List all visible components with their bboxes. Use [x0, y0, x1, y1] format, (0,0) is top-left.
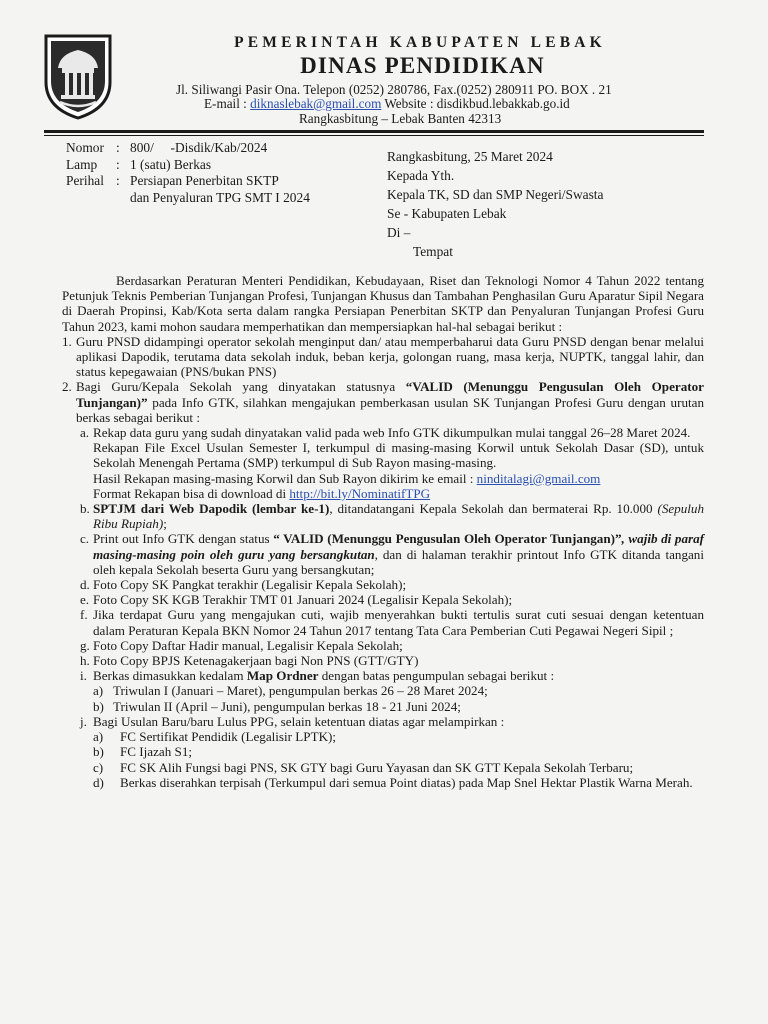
recipient-salutation: Kepada Yth.	[387, 168, 455, 183]
meta-perihal-cont: dan Penyaluran TPG SMT I 2024	[130, 189, 310, 205]
letter-date: Rangkasbitung, 25 Maret 2024	[387, 149, 553, 164]
recipient-name: Kepala TK, SD dan SMP Negeri/Swasta	[387, 187, 604, 202]
recipient-di: Di –	[387, 225, 411, 240]
sub-item-j: j. Bagi Usulan Baru/baru Lulus PPG, selain ketentuan diatas agar melampirkan :	[80, 713, 505, 729]
sub-item-j-d: d) Berkas diserahkan terpisah (Terkumpul dari semua Point diatas) pada Map Snel Hektar Plastik Warna Merah.	[93, 774, 693, 790]
email-link[interactable]: diknaslebak@gmail.com	[250, 96, 382, 111]
sub-item-i-b: b) Triwulan II (April – Juni), pengumpulan berkas 18 - 21 Juni 2024;	[93, 698, 461, 714]
sub-item-i-a: a) Triwulan I (Januari – Maret), pengumpulan berkas 26 – 28 Maret 2024;	[93, 683, 488, 699]
letter-body	[62, 273, 704, 790]
list-item-1: 1. Guru PNSD didampingi operator sekolah menginput dan/ atau memperbaharui data Guru PNSD dengan benar melalui aplikasi Dapodik, terutama data sekolah induk, beban kerja, golongan ruang, masa kerja, NUPTK, tanggal lahir, dan status kepegawaian (PNS/bukan PNS)	[62, 333, 704, 380]
sub-item-a-format: Format Rekapan bisa di download di http://bit.ly/NominatifTPG	[93, 485, 431, 501]
department-heading: DINAS PENDIDIKAN	[300, 53, 545, 78]
format-download-link[interactable]: http://bit.ly/NominatifTPG	[289, 485, 431, 501]
website-text: Website : disdikbud.lebakkab.go.id	[384, 96, 570, 111]
sub-item-i: i. Berkas dimasukkan kedalam Map Ordner dengan batas pengumpulan sebagai berikut :	[80, 668, 555, 684]
sub-item-j-b: b) FC Ijazah S1;	[93, 744, 193, 760]
sub-item-a: a. Rekap data guru yang sudah dinyatakan valid pada web Info GTK dikumpulkan mulai tanggal 26–28 Maret 2024.	[80, 425, 691, 441]
sub-item-j-a: a) FC Sertifikat Pendidik (Legalisir LPTK);	[93, 729, 337, 745]
sub-item-f: f. Jika terdapat Guru yang mengajukan cuti, wajib menyerahkan bukti tertulis surat cuti sesuai dengan ketentuan dalam Peraturan Kepala BKN Nomor 24 Tahun 2017 tentang Tata Cara Pemberian Cuti Pegawai Negeri Sipil ;	[80, 607, 704, 638]
address-line: Jl. Siliwangi Pasir Ona. Telepon (0252) 280786, Fax.(0252) 280911 PO. BOX . 21	[176, 82, 612, 97]
intro-paragraph: Berdasarkan Peraturan Menteri Pendidikan, Kebudayaan, Riset dan Teknologi Nomor 4 Tahun 2022 tentang Petunjuk Teknis Pemberian Tunjangan Profesi, Tunjangan Khusus dan Tambahan Penghasilan Guru Aparatur Sipil Negara di Daerah Propinsi, Kab/Kota serta dalam rangka Persiapan Penerbitan SKTP dan Penyaluran Tunjangan Profesi Guru Tahun 2023, kami mohon saudara memperhatikan dan mempersiapkan hal-hal sebagai berikut :	[62, 273, 704, 334]
meta-nomor: Nomor : 800/ -Disdik/Kab/2024	[66, 140, 268, 155]
government-heading: PEMERINTAH KABUPATEN LEBAK	[234, 34, 606, 51]
sub-item-g: g. Foto Copy Daftar Hadir manual, Legalisir Kepala Sekolah;	[80, 637, 403, 653]
recipient-block	[387, 147, 603, 261]
header-rule-thin	[44, 135, 704, 136]
list-item-2: 2. Bagi Guru/Kepala Sekolah yang dinyatakan statusnya “VALID (Menunggu Pengusulan Oleh Operator Tunjangan)” pada Info GTK, silahkan mengajukan pemberkasan usulan SK Tunjangan Profesi Guru dengan urutan berkas sebagai berikut :	[62, 379, 704, 425]
sub-item-a-cont: Rekapan File Excel Usulan Semester I, terkumpul di masing-masing Korwil untuk Sekolah Dasar (SD), untuk Sekolah Menengah Pertama (SMP) terkumpul di Sub Rayon masing-masing.	[93, 440, 704, 471]
recap-email-link[interactable]: ninditalagi@gmail.com	[476, 470, 601, 486]
sub-item-h: h. Foto Copy BPJS Ketenagakerjaan bagi Non PNS (GTT/GTY)	[80, 653, 419, 669]
sub-item-b: b. SPTJM dari Web Dapodik (lembar ke-1), ditandatangani Kepala Sekolah dan bermaterai Rp. 10.000 (Sepuluh Ribu Rupiah);	[80, 501, 704, 532]
sub-item-c: c. Print out Info GTK dengan status “ VALID (Menunggu Pengusulan Oleh Operator Tunjangan)”, wajib di paraf masing-masing poin oleh guru yang bersangkutan, dan di halaman terakhir printout Info GTK ditanda tangani oleh kepala Sekolah beserta Guru yang bersangkutan;	[80, 531, 705, 577]
header-rule-thick	[44, 130, 704, 133]
contact-line	[204, 96, 570, 112]
meta-lamp: Lamp : 1 (satu) Berkas	[66, 156, 212, 172]
city-line: Rangkasbitung – Lebak Banten 42313	[299, 111, 502, 126]
sub-item-d: d. Foto Copy SK Pangkat terakhir (Legalisir Kepala Sekolah);	[80, 577, 407, 593]
sub-item-a-email: Hasil Rekapan masing-masing Korwil dan Sub Rayon dikirim ke email : ninditalagi@gmail.com	[93, 470, 601, 486]
meta-perihal: Perihal : Persiapan Penerbitan SKTP	[66, 173, 279, 188]
letter-meta	[66, 140, 310, 206]
sub-item-j-c: c) FC SK Alih Fungsi bagi PNS, SK GTY bagi Guru Yayasan dan SK GTT Kepala Sekolah Terbaru;	[93, 759, 634, 775]
sub-item-e: e. Foto Copy SK KGB Terakhir TMT 01 Januari 2024 (Legalisir Kepala Sekolah);	[80, 592, 513, 608]
recipient-region: Se - Kabupaten Lebak	[387, 206, 507, 221]
recipient-place: Tempat	[413, 244, 453, 259]
email-label: E-mail :	[204, 96, 247, 111]
